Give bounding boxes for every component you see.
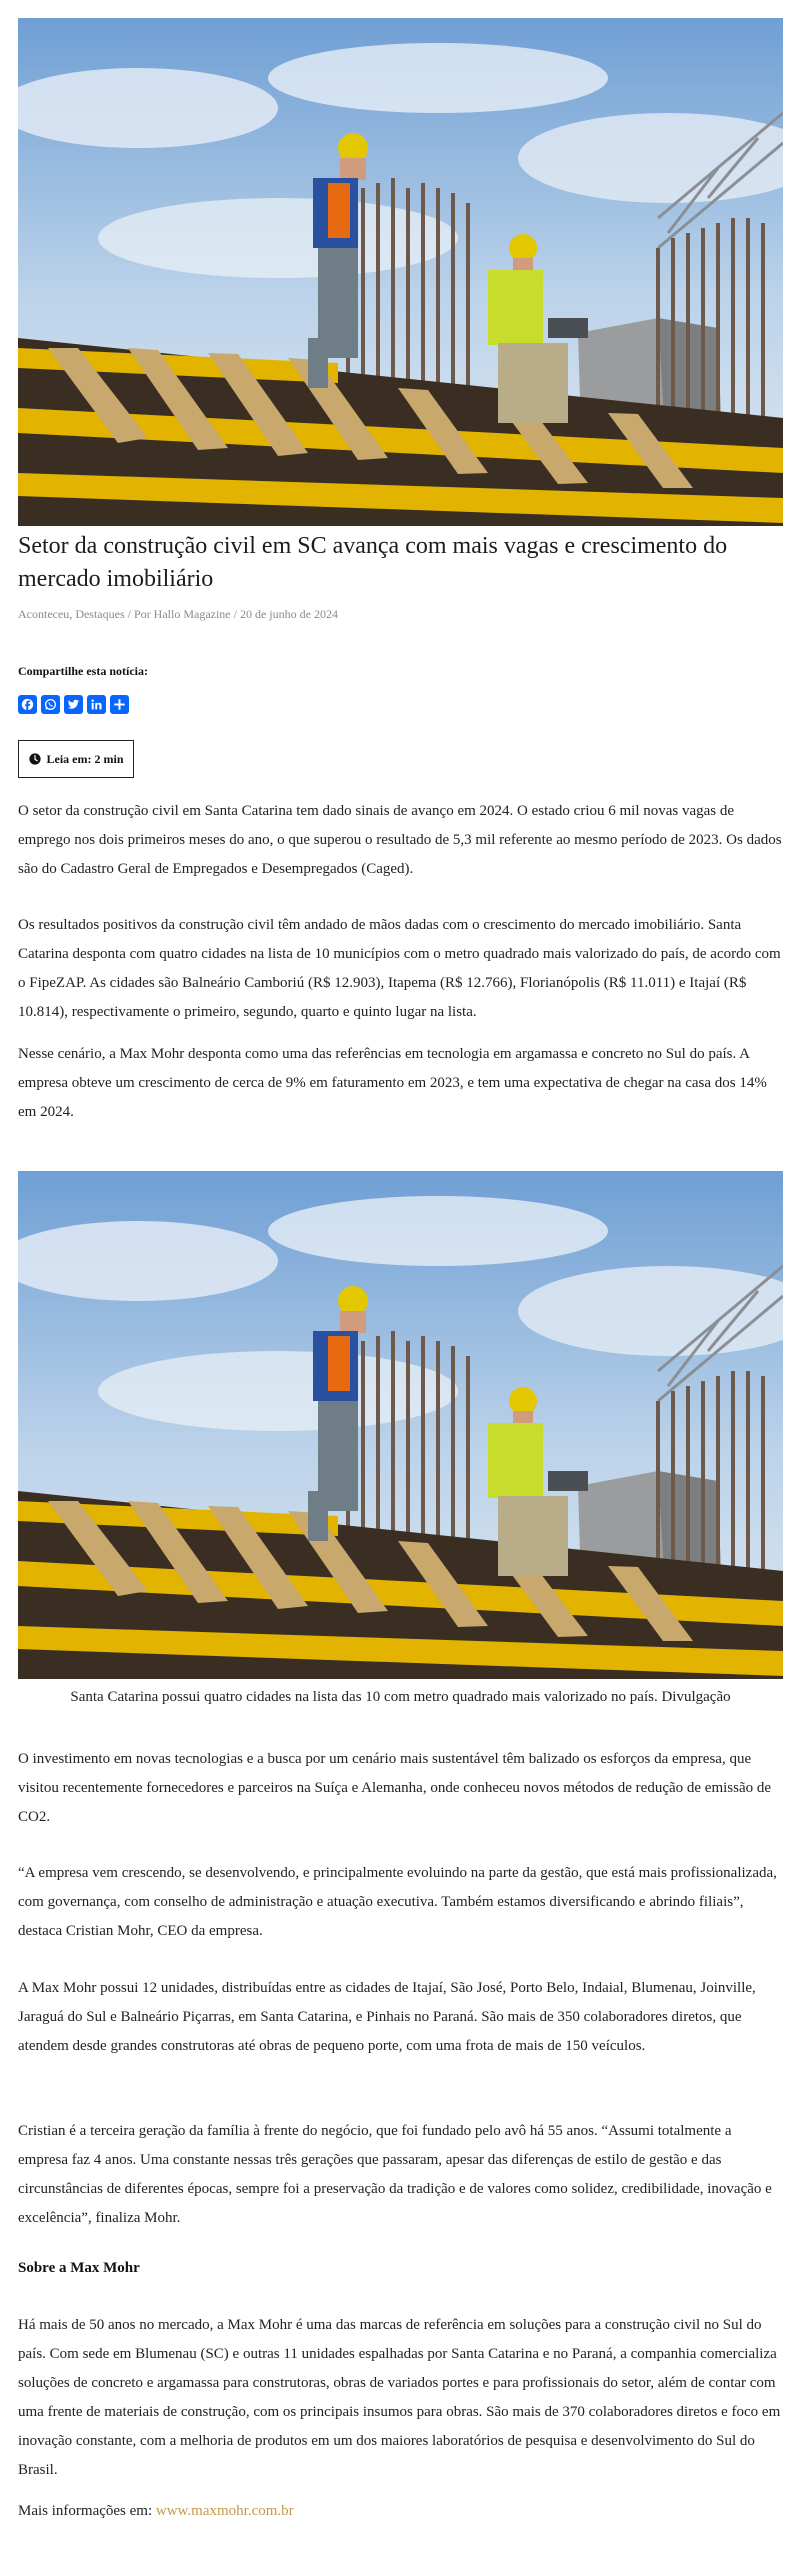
linkedin-share-button[interactable] (87, 695, 106, 714)
more-info-label: Mais informações em: (18, 2503, 156, 2519)
whatsapp-share-button[interactable] (41, 695, 60, 714)
meta-separator: , (69, 607, 76, 621)
facebook-icon (21, 698, 34, 711)
article-paragraph: O investimento em novas tecnologias e a busca por um cenário mais sustentável têm balizado os esforços da empresa, que visitou recentemente fornecedores e parceiros na Suíça e Alemanha, onde conheceu novos métodos de redução de emissão de CO2. (18, 1751, 772, 1825)
linkedin-icon (90, 698, 103, 711)
share-label: Compartilhe esta notícia: (18, 664, 148, 678)
hero-construction-photo (18, 18, 783, 526)
whatsapp-icon (44, 698, 57, 711)
read-time-label: Leia em: 2 min (46, 751, 124, 766)
read-time-badge (18, 740, 134, 778)
section-heading: Sobre a Max Mohr (18, 2260, 140, 2276)
article-paragraph: Cristian é a terceira geração da família à frente do negócio, que foi fundado pelo avô há 55 anos. “Assumi totalmente a empresa faz 4 anos. Uma constante nessas três gerações que passaram, apesar das diferenças de estilo de gestão e das circunstâncias de diferentes épocas, sempre foi a preservação da tradição e de valores como solidez, credibilidade, inovação e excelência”, finaliza Mohr. (18, 2123, 772, 2226)
clock-icon (29, 753, 41, 765)
image-caption: Santa Catarina possui quatro cidades na lista das 10 com metro quadrado mais valorizado no país. Divulgação (70, 1689, 731, 1705)
meta-separator: / (230, 607, 240, 621)
share-plus-icon (113, 698, 126, 711)
article-title: Setor da construção civil em SC avança com mais vagas e crescimento do mercado imobiliário (18, 533, 728, 592)
twitter-icon (67, 698, 80, 711)
share-buttons (18, 695, 783, 714)
publish-date: 20 de junho de 2024 (239, 607, 338, 621)
more-info-line (18, 2497, 783, 2526)
article-paragraph: O setor da construção civil em Santa Catarina tem dado sinais de avanço em 2024. O estado criou 6 mil novas vagas de emprego nos dois primeiros meses do ano, o que superou o resultado de 5,3 mil referente ao mesmo período de 2023. Os dados são do Cadastro Geral de Empregados e Desempregados (Caged). (18, 803, 782, 877)
more-share-button[interactable] (110, 695, 129, 714)
inline-construction-photo (18, 1171, 783, 1680)
category-link-destaques[interactable]: Destaques (75, 607, 125, 621)
article-paragraph: Os resultados positivos da construção civil têm andado de mãos dadas com o crescimento do mercado imobiliário. Santa Catarina desponta com quatro cidades na lista de 10 municípios com o metro quadrado mais valorizado do país, de acordo com o FipeZAP. As cidades são Balneário Camboriú (R$ 12.903), Itapema (R$ 12.766), Florianópolis (R$ 11.011) e Itajaí (R$ 10.814), respectivamente o primeiro, segundo, quarto e quinto lugar na lista. (18, 917, 781, 1020)
website-link[interactable]: www.maxmohr.com.br (155, 2503, 294, 2519)
category-link-aconteceu[interactable]: Aconteceu (18, 607, 70, 621)
article-paragraph: “A empresa vem crescendo, se desenvolvendo, e principalmente evoluindo na parte da gestão, que está mais profissionalizada, com governança, com conselho de administração e atuação executiva. Também estamos diversificando e abrindo filiais”, destaca Cristian Mohr, CEO da empresa. (18, 1865, 777, 1939)
article-paragraph: A Max Mohr possui 12 unidades, distribuídas entre as cidades de Itajaí, São José, Porto Belo, Indaial, Blumenau, Joinville, Jaraguá do Sul e Balneário Piçarras, em Santa Catarina, e Pinhais no Paraná. São mais de 350 colaboradores diretos, que atendem desde grandes construtoras até obras de pequeno porte, com uma frota de mais de 150 veículos. (18, 1980, 756, 2054)
facebook-share-button[interactable] (18, 695, 37, 714)
article-paragraph: Há mais de 50 anos no mercado, a Max Mohr é uma das marcas de referência em soluções para a construção civil no Sul do país. Com sede em Blumenau (SC) e outras 11 unidades espalhadas por Santa Catarina e no Paraná, a companhia comercializa soluções de concreto e argamassa para construtoras, obras de variados portes e para profissionais do setor, além de contar com uma frente de materiais de construção, com os principais insumos para obras. São mais de 370 colaboradores diretos e foco em inovação constante, com a melhoria de produtos em um dos maiores laboratórios de pesquisa e desenvolvimento do Sul do Brasil. (18, 2317, 781, 2478)
author-link[interactable]: Hallo Magazine (153, 607, 231, 621)
article-paragraph: Nesse cenário, a Max Mohr desponta como uma das referências em tecnologia em argamassa e concreto no Sul do país. A empresa obteve um crescimento de cerca de 9% em faturamento em 2023, e tem uma expectativa de chegar na casa dos 14% em 2024. (18, 1046, 767, 1120)
twitter-share-button[interactable] (64, 695, 83, 714)
meta-separator: / Por (124, 607, 154, 621)
article-meta (18, 607, 783, 622)
